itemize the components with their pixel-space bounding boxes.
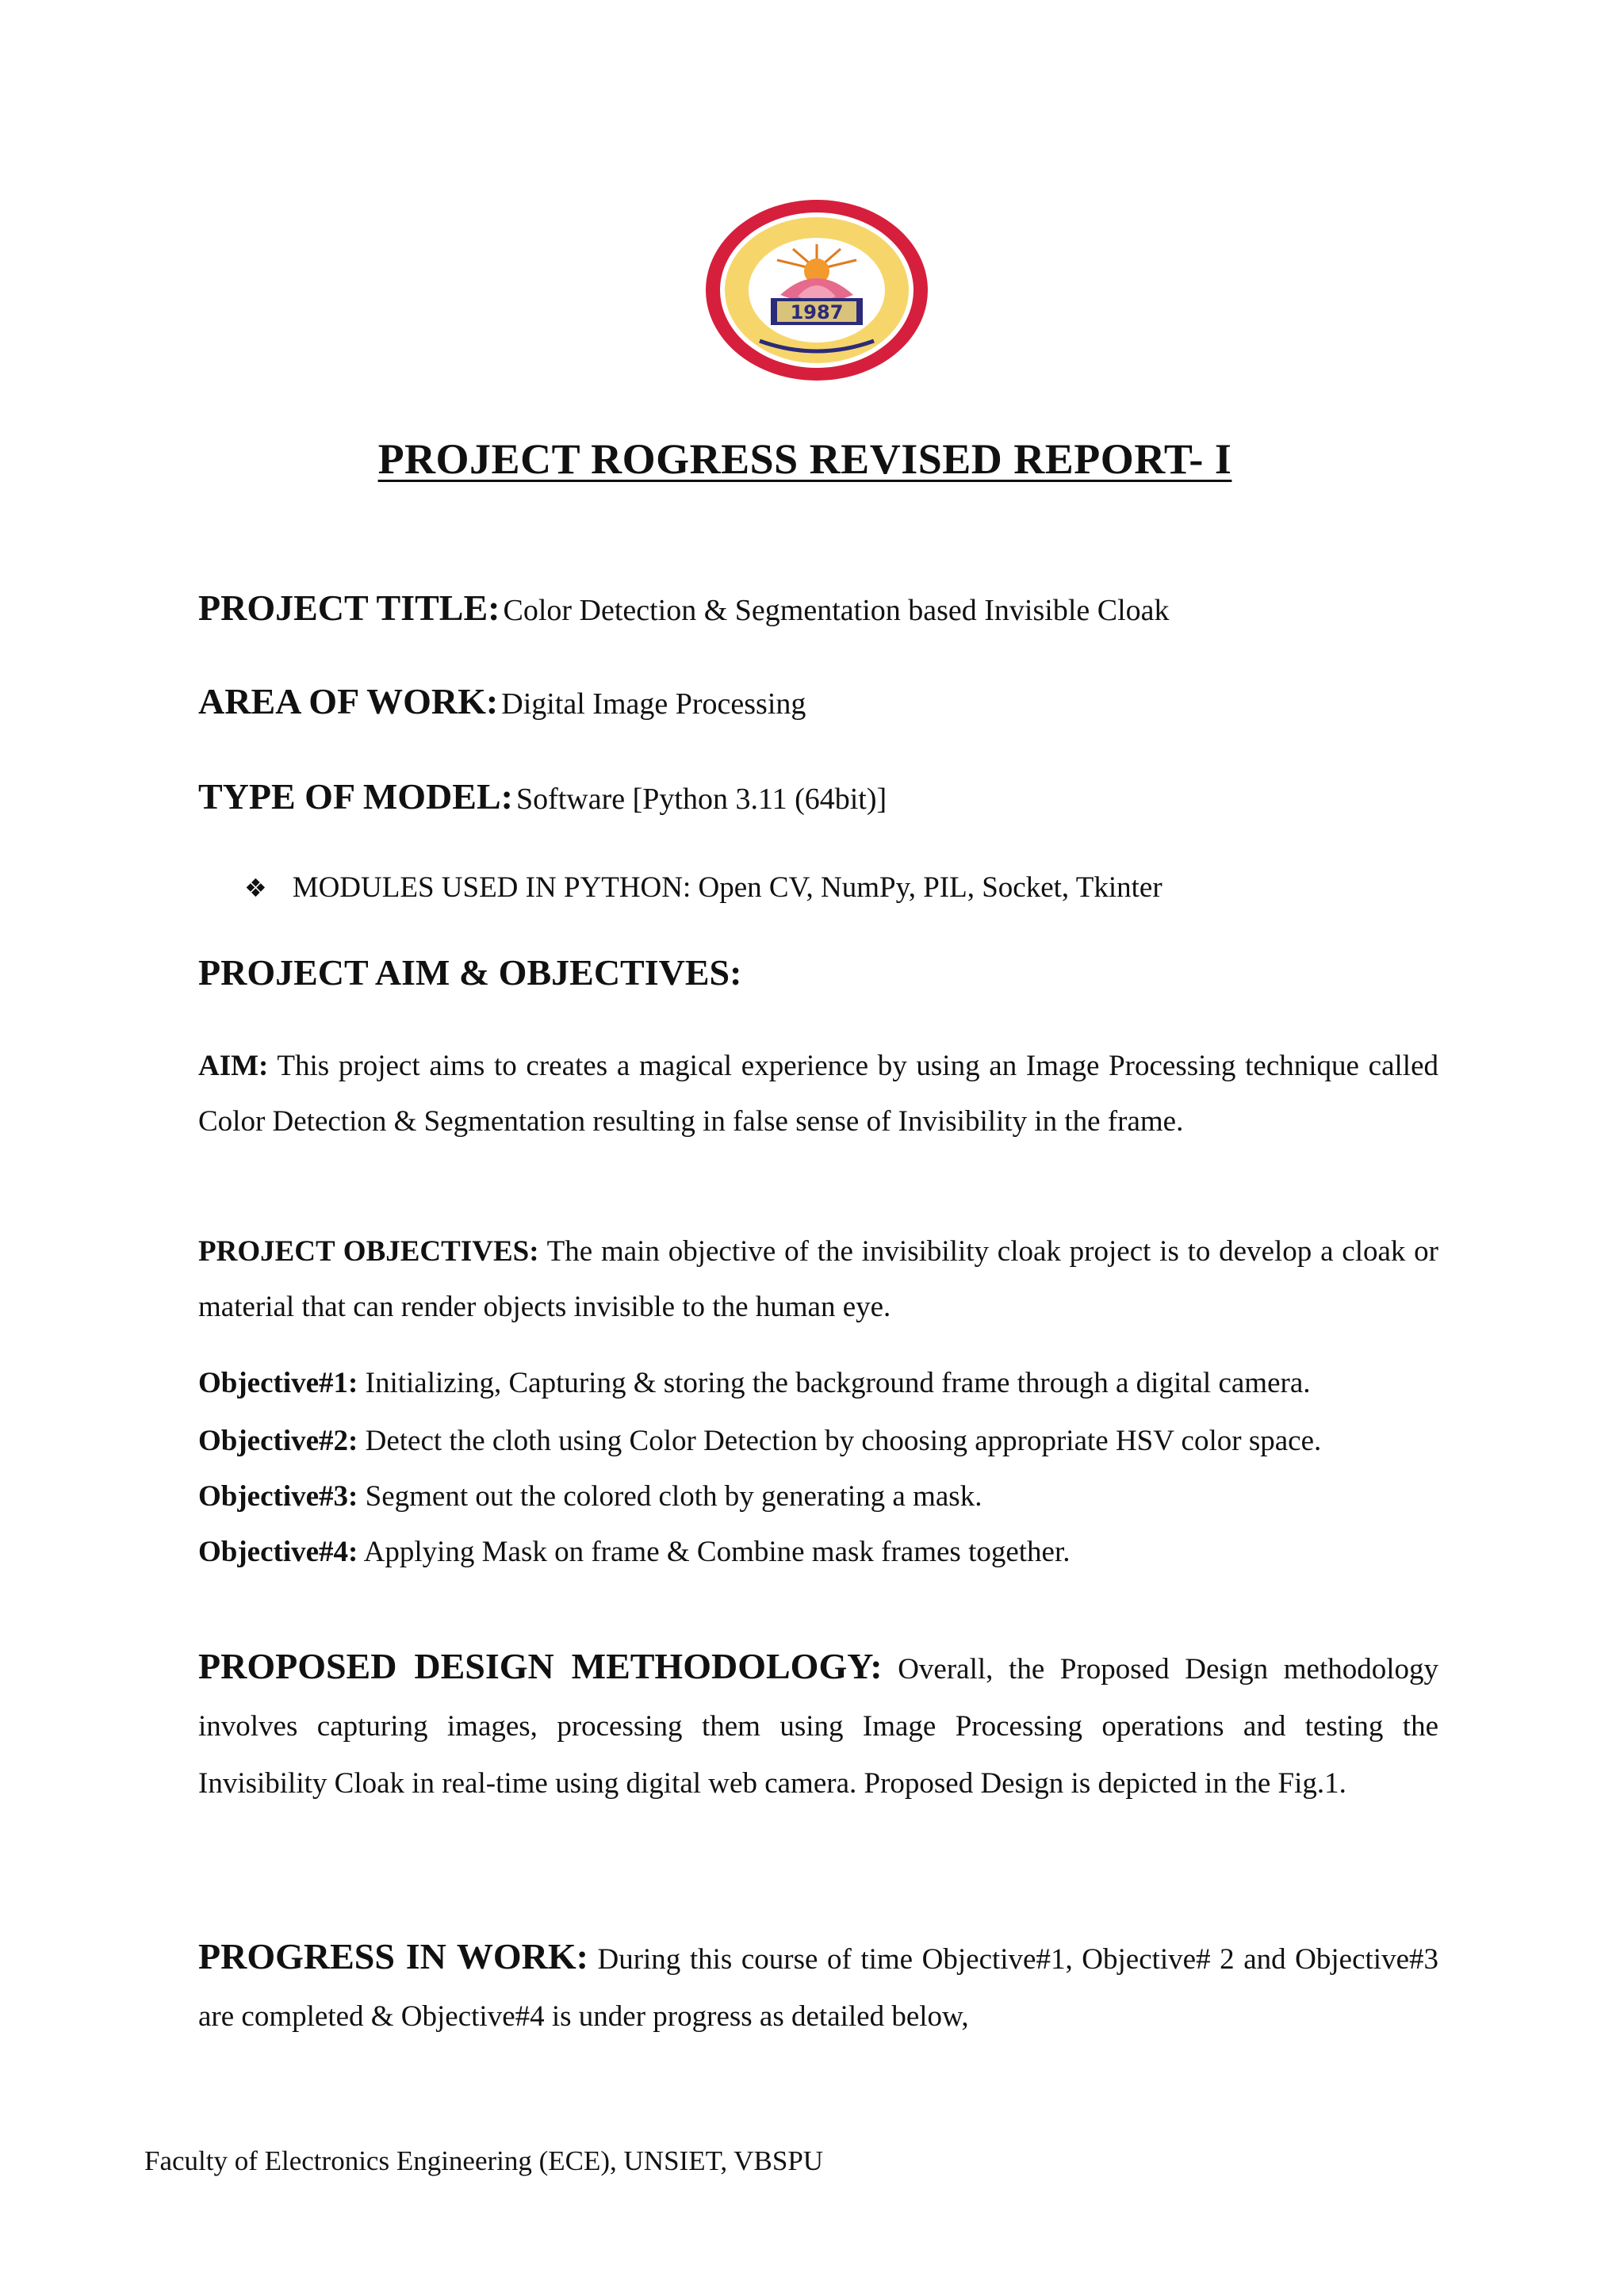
- methodology-paragraph: [198, 1638, 1438, 1812]
- modules-text: MODULES USED IN PYTHON: Open CV, NumPy, PIL, Socket, Tkinter: [292, 871, 1162, 904]
- project-title-value: Color Detection & Segmentation based Invisible Cloak: [503, 594, 1170, 627]
- objective-item: [198, 1424, 1321, 1458]
- page-footer: Faculty of Electronics Engineering (ECE), UNSIET, VBSPU: [144, 2145, 824, 2176]
- objectives-intro-label: PROJECT OBJECTIVES:: [198, 1235, 539, 1268]
- methodology-text: Overall, the Proposed Design methodology involves capturing images, processing them using Image Processing operations and testing the Invisibility Cloak in real-time using digital web camera. Proposed Design is depicted in the Fig.1.: [198, 1653, 1439, 1800]
- objective-item: [198, 1535, 1071, 1569]
- area-of-work-line: [198, 680, 806, 722]
- aim-label: AIM:: [198, 1050, 269, 1082]
- seal-year: 1987: [790, 301, 844, 323]
- objective-text: Segment out the colored cloth by generating a mask.: [365, 1480, 982, 1513]
- objective-text: Detect the cloth using Color Detection by choosing appropriate HSV color space.: [365, 1425, 1322, 1457]
- methodology-label: PROPOSED DESIGN METHODOLOGY:: [198, 1646, 883, 1686]
- project-title-line: [198, 587, 1170, 629]
- objective-label: Objective#3:: [198, 1480, 358, 1513]
- objective-text: Applying Mask on frame & Combine mask frames together.: [363, 1536, 1071, 1568]
- aim-objectives-heading: PROJECT AIM & OBJECTIVES:: [198, 952, 742, 993]
- type-of-model-line: [198, 775, 887, 817]
- objectives-intro-paragraph: [198, 1224, 1438, 1335]
- modules-bullet: [244, 871, 1162, 905]
- project-title-label: PROJECT TITLE:: [198, 587, 500, 628]
- objectives-intro-text: The main objective of the invisibility cloak project is to develop a cloak or material that can render objects invisible to the human eye.: [198, 1235, 1438, 1323]
- aim-text: This project aims to creates a magical experience by using an Image Processing technique called Color Detection & Segmentation resulting in false sense of Invisibility in the frame.: [198, 1050, 1438, 1138]
- progress-text: During this course of time Objective#1, Objective# 2 and Objective#3 are completed & Objective#4 is under progress as detailed below,: [198, 1943, 1438, 2033]
- university-seal-icon: [704, 198, 929, 382]
- diamond-bullet-icon: ❖: [244, 873, 267, 903]
- objective-item: [198, 1479, 982, 1513]
- area-of-work-label: AREA OF WORK:: [198, 681, 499, 721]
- objective-item: [198, 1366, 1311, 1400]
- objective-label: Objective#1:: [198, 1367, 358, 1399]
- progress-label: PROGRESS IN WORK:: [198, 1936, 588, 1976]
- objective-label: Objective#2:: [198, 1425, 358, 1457]
- type-of-model-label: TYPE OF MODEL:: [198, 776, 513, 817]
- type-of-model-value: Software [Python 3.11 (64bit)]: [515, 783, 887, 816]
- area-of-work-value: Digital Image Processing: [501, 687, 806, 721]
- objective-text: Initializing, Capturing & storing the background frame through a digital camera.: [365, 1367, 1311, 1399]
- aim-paragraph: [198, 1039, 1438, 1150]
- progress-paragraph: [198, 1928, 1438, 2045]
- report-title: PROJECT ROGRESS REVISED REPORT- I: [377, 435, 1232, 483]
- objective-label: Objective#4:: [198, 1536, 358, 1568]
